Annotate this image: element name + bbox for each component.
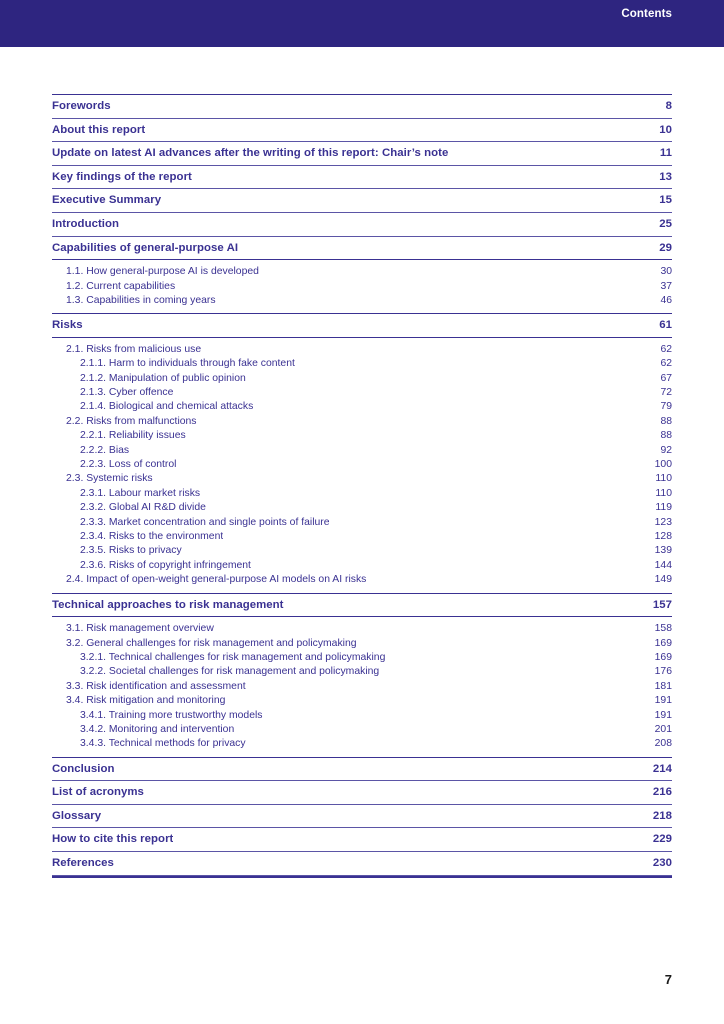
toc-entry-level-3[interactable] [52, 458, 672, 472]
toc-entry-level-1[interactable] [52, 781, 672, 804]
toc-entry-level-2[interactable] [52, 265, 672, 279]
toc-entry-page-number: 88 [660, 415, 672, 427]
toc-entry-level-1[interactable] [52, 805, 672, 828]
toc-entry-page-number: 92 [660, 444, 672, 456]
toc-entry-page-number: 191 [654, 709, 672, 721]
toc-rule [52, 876, 672, 878]
toc-entry-level-1[interactable] [52, 119, 672, 142]
toc-entry-level-3[interactable] [52, 723, 672, 737]
toc-entry-page-number: 201 [654, 723, 672, 735]
toc-entry-page-number: 15 [659, 194, 672, 207]
toc-entry-page-number: 72 [660, 387, 672, 399]
toc-entry-label: 2.3. Systemic risks [66, 473, 153, 485]
toc-entry-level-1[interactable] [52, 213, 672, 236]
toc-entry-level-1[interactable] [52, 166, 672, 189]
toc-entry-level-2[interactable] [52, 694, 672, 708]
toc-entry-label: 3.4. Risk mitigation and monitoring [66, 695, 226, 707]
toc-entry-level-3[interactable] [52, 530, 672, 544]
toc-entry-label: Forewords [52, 100, 111, 112]
toc-entry-level-1[interactable] [52, 828, 672, 851]
toc-entry-label: How to cite this report [52, 833, 174, 846]
toc-entry-label: 3.2.1. Technical challenges for risk management and policymaking [80, 651, 386, 663]
toc-entry-level-1[interactable] [52, 95, 672, 118]
toc-entry-page-number: 110 [655, 473, 672, 485]
toc-entry-label: 2.3.3. Market concentration and single points of failure [80, 516, 330, 528]
toc-entry-level-3[interactable] [52, 487, 672, 501]
toc-entry-level-3[interactable] [52, 651, 672, 665]
toc-entry-level-3[interactable] [52, 357, 672, 371]
toc-entry-level-2[interactable] [52, 573, 672, 587]
toc-entry-label: 2.4. Impact of open-weight general-purpose AI models on AI risks [66, 574, 367, 586]
toc-entry-label: 2.2.3. Loss of control [80, 459, 177, 471]
toc-entry-label: Introduction [52, 217, 120, 230]
toc-entry-label: Risks [52, 319, 83, 332]
toc-entry-label: 2.2. Risks from malfunctions [66, 415, 197, 427]
toc-entry-label: 3.4.3. Technical methods for privacy [80, 738, 246, 750]
toc-entry-level-3[interactable] [52, 400, 672, 414]
toc-entry-level-1[interactable] [52, 142, 672, 165]
toc-entry-page-number: 181 [654, 680, 672, 692]
toc-entry-page-number: 100 [654, 459, 672, 471]
toc-entry-level-2[interactable] [52, 280, 672, 294]
toc-entry-page-number: 10 [659, 123, 672, 136]
toc-entry-page-number: 214 [652, 762, 672, 775]
folio-page-number: 7 [664, 972, 672, 987]
toc-entry-label: 3.2. General challenges for risk management and policymaking [66, 637, 357, 649]
toc-entry-page-number: 11 [659, 147, 672, 160]
toc-entry-label: 2.2.1. Reliability issues [80, 430, 186, 442]
toc-entry-page-number: 158 [654, 623, 672, 635]
toc-entry-label: 2.3.6. Risks of copyright infringement [80, 559, 251, 571]
toc-entry-page-number: 13 [659, 170, 672, 183]
toc-entry-page-number: 46 [660, 294, 672, 306]
toc-entry-label: 3.1. Risk management overview [66, 623, 214, 635]
toc-entry-page-number: 139 [654, 545, 672, 557]
toc-entry-level-3[interactable] [52, 516, 672, 530]
toc-entry-level-3[interactable] [52, 372, 672, 386]
toc-entry-page-number: 79 [660, 401, 672, 413]
toc-entry-level-1[interactable] [52, 189, 672, 212]
toc-entry-level-3[interactable] [52, 665, 672, 679]
toc-entry-level-1[interactable] [52, 594, 672, 617]
toc-entry-level-2[interactable] [52, 637, 672, 651]
page-title: Contents [621, 8, 672, 20]
toc-entry-label: 2.1.4. Biological and chemical attacks [80, 401, 254, 413]
toc-entry-page-number: 29 [659, 241, 672, 254]
toc-entry-level-2[interactable] [52, 294, 672, 308]
toc-entry-label: 1.1. How general-purpose AI is developed [66, 266, 259, 278]
toc-entry-page-number: 62 [660, 358, 672, 370]
toc-entry-label: Update on latest AI advances after the writing of this report: Chair’s note [52, 147, 449, 160]
toc-entry-label: 2.3.1. Labour market risks [80, 487, 201, 499]
toc-entry-level-2[interactable] [52, 680, 672, 694]
toc-entry-label: Conclusion [52, 762, 115, 775]
toc-entry-page-number: 208 [654, 738, 672, 750]
toc-entry-level-1[interactable] [52, 237, 672, 260]
toc-entry-level-1[interactable] [52, 314, 672, 337]
toc-entry-page-number: 169 [654, 637, 672, 649]
toc-entry-label: Key findings of the report [52, 170, 192, 183]
toc-entry-page-number: 157 [652, 598, 672, 611]
toc-entry-label: References [52, 857, 114, 870]
toc-entry-page-number: 110 [655, 487, 672, 499]
toc-entry-page-number: 61 [659, 319, 672, 332]
toc-entry-page-number: 88 [660, 430, 672, 442]
toc-entry-page-number: 25 [659, 217, 672, 230]
toc-entry-label: Technical approaches to risk management [52, 598, 284, 611]
toc-entry-label: 2.3.5. Risks to privacy [80, 545, 182, 557]
toc-entry-page-number: 37 [660, 280, 672, 292]
toc-entry-label: 2.3.2. Global AI R&D divide [80, 502, 206, 514]
toc-entry-level-3[interactable] [52, 709, 672, 723]
toc-entry-label: 3.4.2. Monitoring and intervention [80, 723, 235, 735]
toc-entry-label: Glossary [52, 809, 102, 822]
toc-entry-label: 3.2.2. Societal challenges for risk management and policymaking [80, 666, 380, 678]
page-header-band [0, 0, 724, 47]
toc-entry-page-number: 230 [652, 857, 672, 870]
toc-entry-page-number: 144 [654, 559, 672, 571]
toc-entry-page-number: 191 [654, 695, 672, 707]
toc-entry-label: 2.1.2. Manipulation of public opinion [80, 372, 246, 384]
toc-entry-page-number: 123 [654, 516, 672, 528]
toc-entry-label: Executive Summary [52, 194, 162, 207]
toc-entry-level-3[interactable] [52, 429, 672, 443]
toc-entry-level-3[interactable] [52, 501, 672, 515]
toc-entry-level-1[interactable] [52, 852, 672, 875]
toc-entry-label: About this report [52, 123, 146, 136]
toc-entry-label: 2.2.2. Bias [80, 444, 130, 456]
toc-entry-label: Capabilities of general-purpose AI [52, 241, 239, 254]
toc-entry-page-number: 67 [660, 372, 672, 384]
toc-entry-page-number: 169 [654, 651, 672, 663]
toc-entry-label: 2.1.3. Cyber offence [80, 387, 174, 399]
toc-entry-page-number: 176 [654, 666, 672, 678]
toc-entry-level-3[interactable] [52, 386, 672, 400]
toc-entry-level-3[interactable] [52, 559, 672, 573]
toc-entry-page-number: 119 [655, 502, 672, 514]
toc-entry-page-number: 8 [665, 100, 672, 112]
toc-entry-level-2[interactable] [52, 622, 672, 636]
toc-entry-page-number: 149 [654, 574, 672, 586]
toc-entry-page-number: 62 [660, 343, 672, 355]
toc-entry-label: 2.3.4. Risks to the environment [80, 531, 224, 542]
toc-entry-label: List of acronyms [52, 786, 144, 799]
toc-entry-level-2[interactable] [52, 472, 672, 486]
toc-entry-label: 1.3. Capabilities in coming years [66, 294, 216, 306]
toc-entry-level-2[interactable] [52, 343, 672, 357]
toc-entry-label: 3.4.1. Training more trustworthy models [80, 709, 263, 721]
table-of-contents [52, 94, 672, 878]
toc-entry-label: 2.1.1. Harm to individuals through fake content [80, 358, 295, 370]
toc-entry-level-1[interactable] [52, 758, 672, 781]
toc-entry-level-2[interactable] [52, 415, 672, 429]
toc-entry-page-number: 218 [652, 809, 672, 822]
toc-entry-label: 1.2. Current capabilities [66, 280, 176, 292]
toc-entry-page-number: 216 [652, 786, 672, 799]
toc-entry-label: 2.1. Risks from malicious use [66, 343, 202, 355]
toc-entry-label: 3.3. Risk identification and assessment [66, 680, 246, 692]
toc-entry-level-3[interactable] [52, 444, 672, 458]
toc-entry-page-number: 30 [660, 266, 672, 278]
toc-entry-level-3[interactable] [52, 737, 672, 751]
toc-entry-page-number: 128 [654, 531, 672, 542]
toc-entry-level-3[interactable] [52, 544, 672, 558]
toc-entry-page-number: 229 [652, 833, 672, 846]
